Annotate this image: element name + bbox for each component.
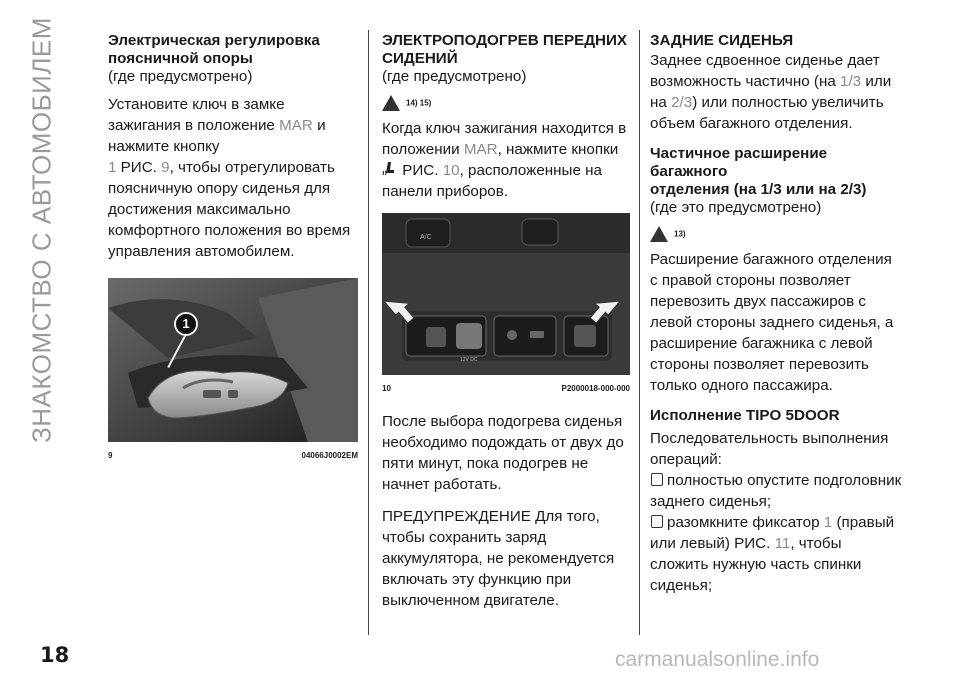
column-divider — [368, 30, 369, 635]
paragraph: После выбора подогрева сиденья необходимо подождать от двух до пяти минут, пока подогрев не начнет работать. — [382, 413, 624, 494]
warning-icon — [650, 226, 668, 242]
ac-label: A/C — [420, 234, 432, 242]
paragraph: Когда ключ зажигания находится в положении MAR, нажмите кнопки РИС. 10, расположенные на панели приборов. — [382, 120, 627, 201]
socket-label: 12V DC — [460, 357, 478, 364]
column-divider — [639, 30, 640, 635]
subsection-heading: Исполнение TIPO 5DOOR — [650, 407, 840, 425]
paragraph: Расширение багажного отделения с правой стороны позволяет перевозить двух пассажиров с левой стороны заднего сиденья, а расширение багажника с левой стороны позволяет перевозить только одного пассажира. — [650, 251, 894, 395]
heading-line: СИДЕНИЙ — [382, 50, 458, 67]
warning-reference — [650, 223, 902, 244]
figure-dashboard-buttons — [382, 213, 630, 375]
heading-line: поясничной опоры — [108, 50, 253, 67]
paragraph: Установите ключ в замке зажигания в положение MAR и нажмите кнопку 1 РИС. 9, чтобы отрегулировать поясничную опору сиденья для достижения максимально комфортного положения во время управления автомобилем. — [108, 96, 351, 260]
heading-line: ЭЛЕКТРОПОДОГРЕВ ПЕРЕДНИХ — [382, 32, 628, 49]
paragraph: Последовательность выполнения операций: — [650, 430, 889, 469]
list-item: разомкните фиксатор 1 (правый или левый) РИС. 11, чтобы сложить нужную часть спинки сиденья; — [650, 514, 895, 595]
availability-note: (где это предусмотрено) — [650, 199, 822, 216]
figure-caption — [108, 445, 358, 466]
page-number: 18 — [40, 643, 70, 667]
list-item: полностью опустите подголовник заднего сиденья; — [650, 472, 902, 511]
section-side-title — [22, 17, 62, 443]
warning-icon — [382, 95, 400, 111]
column-rear-seats — [650, 32, 902, 596]
warning-reference — [382, 92, 630, 113]
warning-refs: 14) 15) — [406, 98, 432, 108]
figure-caption — [382, 378, 630, 399]
section-heading — [108, 32, 358, 68]
section-heading: ЗАДНИЕ СИДЕНЬЯ — [650, 32, 794, 49]
heading-line: Электрическая регулировка — [108, 32, 320, 49]
paragraph: Заднее сдвоенное сиденье дает возможность частично (на 1/3 или на 2/3) или полностью увеличить объем багажного отделения. — [650, 52, 892, 132]
heading-line: Частичное расширение багажного — [650, 145, 828, 180]
availability-note: (где предусмотрено) — [382, 68, 527, 85]
checkbox-icon — [651, 473, 663, 486]
figure-code: P2000018-000-000 — [561, 384, 630, 394]
figure-code: 04066J0002EM — [301, 451, 358, 460]
figure-number: 10 — [382, 384, 391, 394]
seat-illustration — [108, 278, 358, 442]
warning-refs: 13) — [674, 229, 686, 239]
availability-note: (где предусмотрено) — [108, 68, 253, 85]
figure-seat-lumbar — [108, 278, 358, 442]
side-title-text: ЗНАКОМСТВО С АВТОМОБИЛЕМ — [26, 17, 57, 443]
callout-marker: 1 — [174, 312, 198, 336]
subsection-heading — [650, 145, 902, 199]
section-heading — [382, 32, 630, 68]
seat-heater-icon — [382, 161, 396, 176]
column-heated-seats — [382, 32, 630, 622]
figure-number: 9 — [108, 451, 113, 460]
checkbox-icon — [651, 515, 663, 528]
paragraph: ПРЕДУПРЕЖДЕНИЕ Для того, чтобы сохранить заряд аккумулятора, не рекомендуется включать эту функцию при выключенном двигателе. — [382, 508, 615, 610]
heading-line: отделения (на 1/3 или на 2/3) — [650, 181, 867, 198]
watermark[interactable]: carmanualsonline.info — [615, 648, 820, 671]
column-lumbar — [108, 32, 358, 478]
